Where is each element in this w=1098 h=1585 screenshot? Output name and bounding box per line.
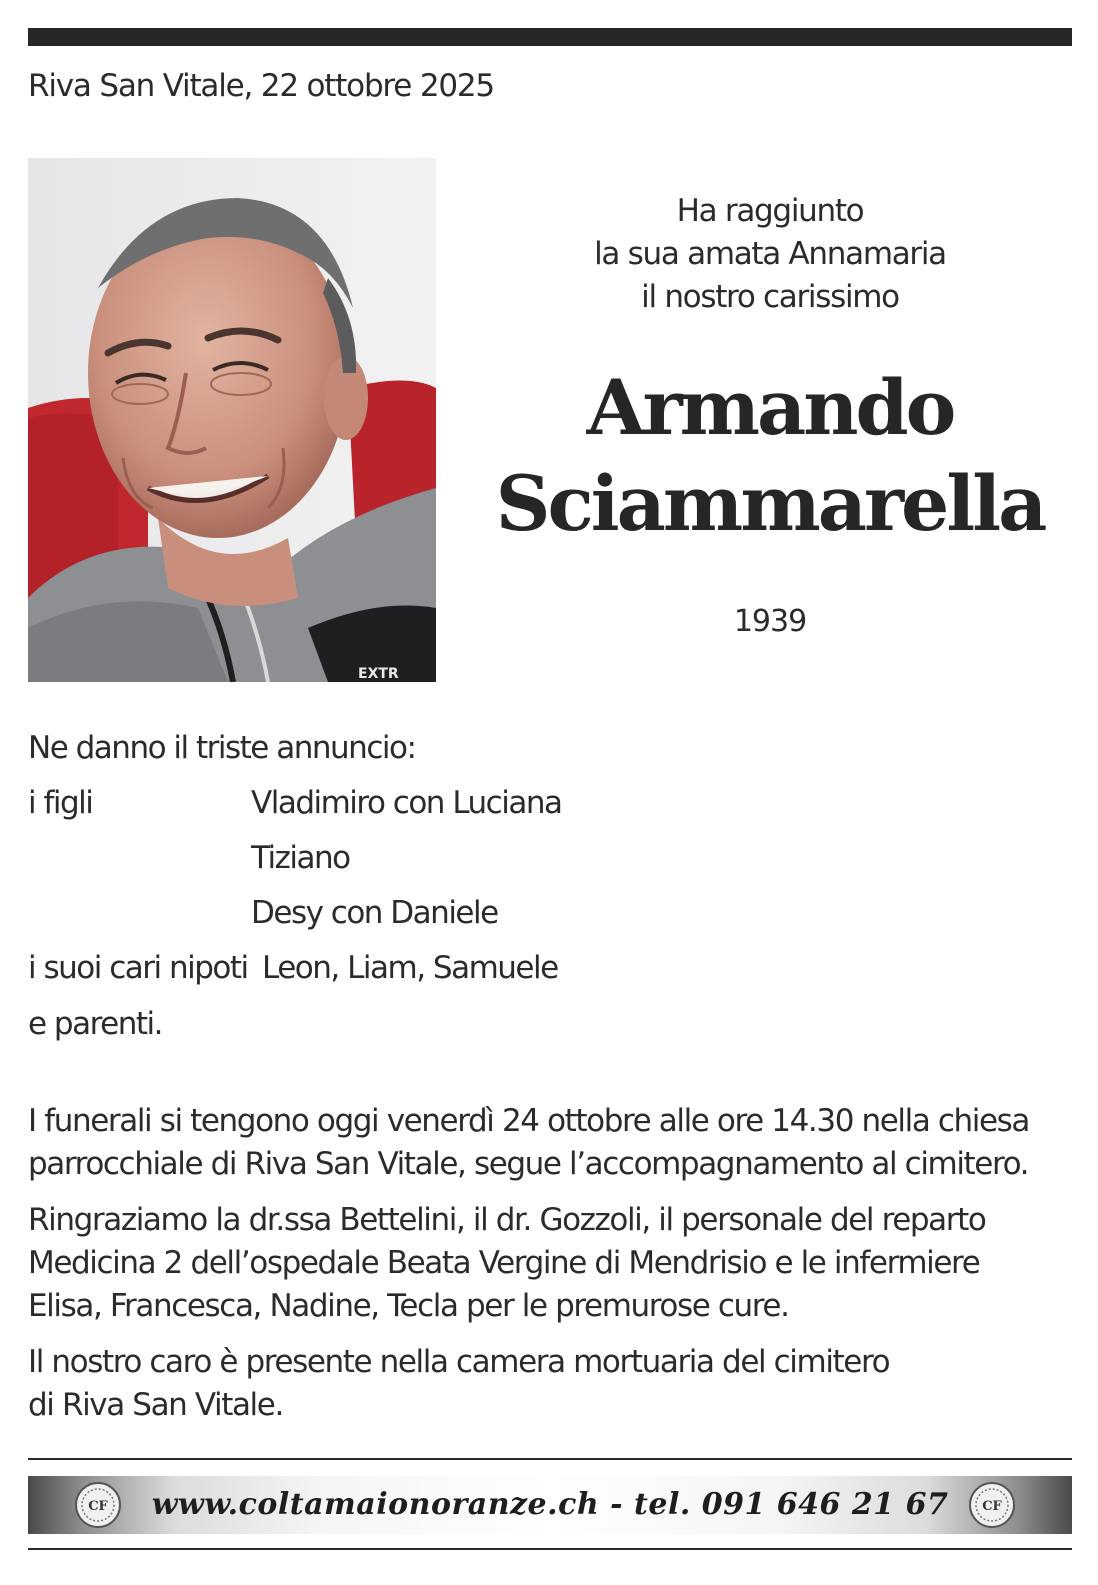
footer-banner [28,1476,1072,1534]
footer-divider-bottom [28,1548,1072,1550]
grandchildren-names: Leon, Liam, Samuele [262,950,558,986]
birth-year: 1939 [733,604,807,639]
deceased-name [468,360,1072,552]
viewing-line-2: di Riva San Vitale. [28,1387,283,1423]
last-name: Sciammarella [495,459,1045,548]
portrait-photo [28,158,436,682]
top-black-bar [28,28,1072,46]
shirt-brand-label: EXTR [358,666,399,682]
intro-line-1: Ha raggiunto [676,193,864,229]
logo-text: CF [88,1499,108,1514]
child-2: Tiziano [251,840,350,876]
footer-contact[interactable]: www.coltamaionoranze.ch - tel. 091 646 21 67 [151,1487,949,1522]
viewing-paragraph [28,1341,1078,1427]
intro-line-2: la sua amata Annamaria [594,236,946,272]
announcement-heading: Ne danno il triste annuncio: [28,730,416,766]
first-name: Armando [586,363,954,452]
thanks-paragraph [28,1199,1078,1328]
funeral-paragraph [28,1100,1078,1186]
relatives: e parenti. [28,1006,163,1042]
logo-text-right: CF [982,1499,1002,1514]
thanks-line-1: Ringraziamo la dr.ssa Bettelini, il dr. Gozzoli, il personale del reparto [28,1202,986,1238]
funeral-line-1: I funerali si tengono oggi venerdì 24 ottobre alle ore 14.30 nella chiesa [28,1103,1030,1139]
grandchildren-label: i suoi cari nipoti [28,950,248,986]
child-1: Vladimiro con Luciana [251,785,562,821]
viewing-line-1: Il nostro caro è presente nella camera mortuaria del cimitero [28,1344,890,1380]
intro-line-3: il nostro carissimo [641,279,899,315]
funeral-line-2: parrocchiale di Riva San Vitale, segue l’accompagnamento al cimitero. [28,1146,1029,1182]
thanks-line-2: Medicina 2 dell’ospedale Beata Vergine di Mendrisio e le infermiere [28,1245,980,1281]
funeral-home-logo-icon-right [968,1481,1016,1529]
intro-text [470,190,1070,319]
child-3: Desy con Daniele [251,895,498,931]
children-label: i figli [28,785,93,821]
footer-divider-top [28,1458,1072,1460]
place-and-date: Riva San Vitale, 22 ottobre 2025 [28,68,494,104]
thanks-line-3: Elisa, Francesca, Nadine, Tecla per le premurose cure. [28,1288,789,1324]
